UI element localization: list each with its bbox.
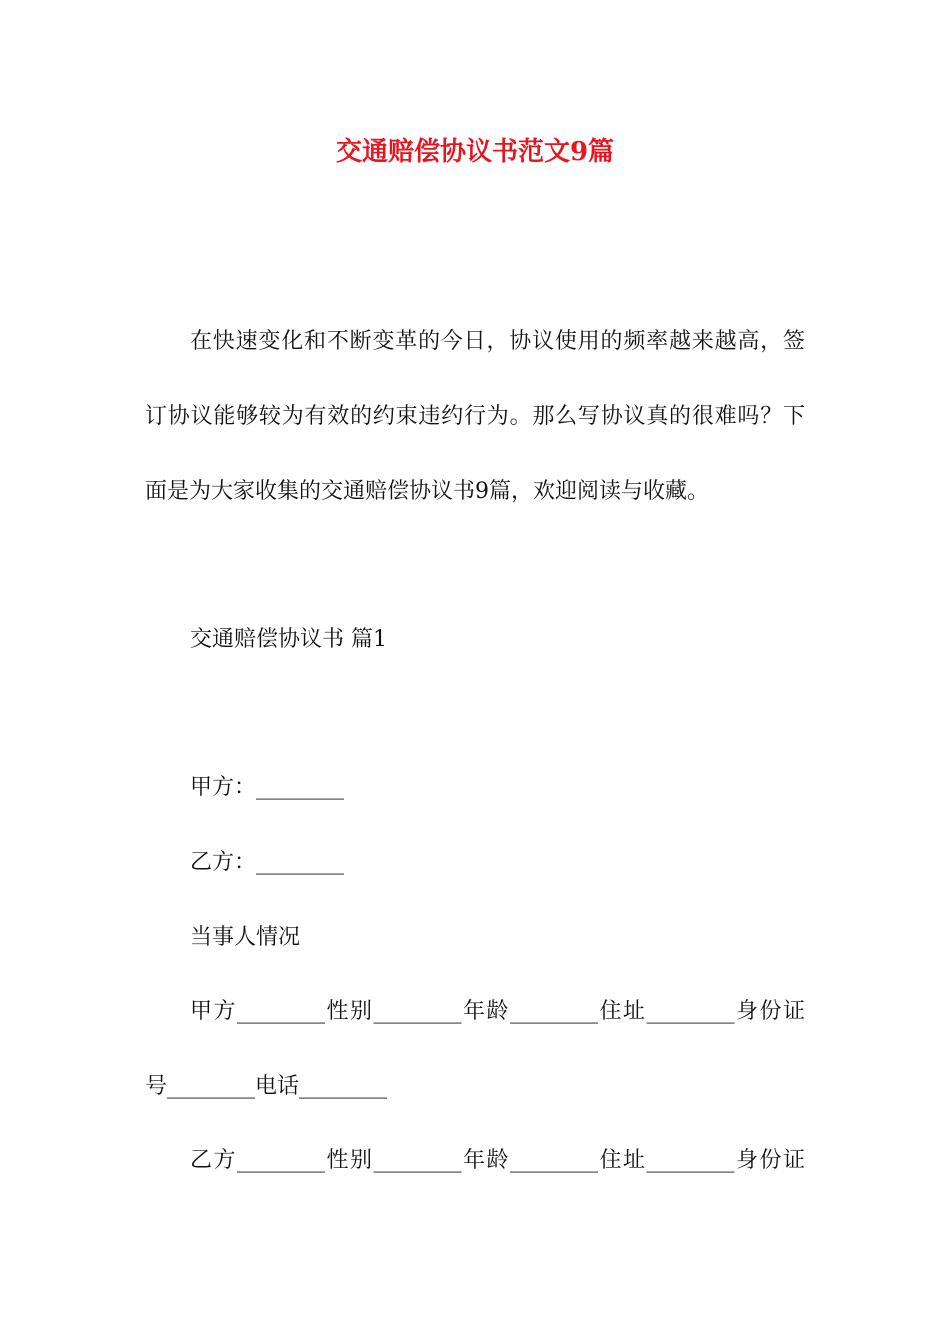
party-a-line: 甲方：________: [190, 775, 345, 800]
party-b-line: 乙方：________: [190, 850, 345, 875]
party-a-details-line-1: 甲方________性别________年龄________住址________身份证: [190, 999, 805, 1024]
party-a-details-line-2: 号________电话________: [145, 1074, 388, 1099]
intro-line-1: 在快速变化和不断变革的今日，协议使用的频率越来越高，签: [190, 329, 805, 354]
intro-line-2: 订协议能够较为有效的约束违约行为。那么写协议真的很难吗？下: [145, 404, 805, 429]
parties-info-heading: 当事人情况: [190, 925, 301, 950]
document-title: 交通赔偿协议书范文9篇: [335, 137, 615, 167]
section-heading: 交通赔偿协议书 篇1: [190, 627, 387, 652]
intro-line-3: 面是为大家收集的交通赔偿协议书9篇，欢迎阅读与收藏。: [145, 479, 709, 504]
party-b-details-line-1: 乙方________性别________年龄________住址________身份证: [190, 1148, 805, 1173]
